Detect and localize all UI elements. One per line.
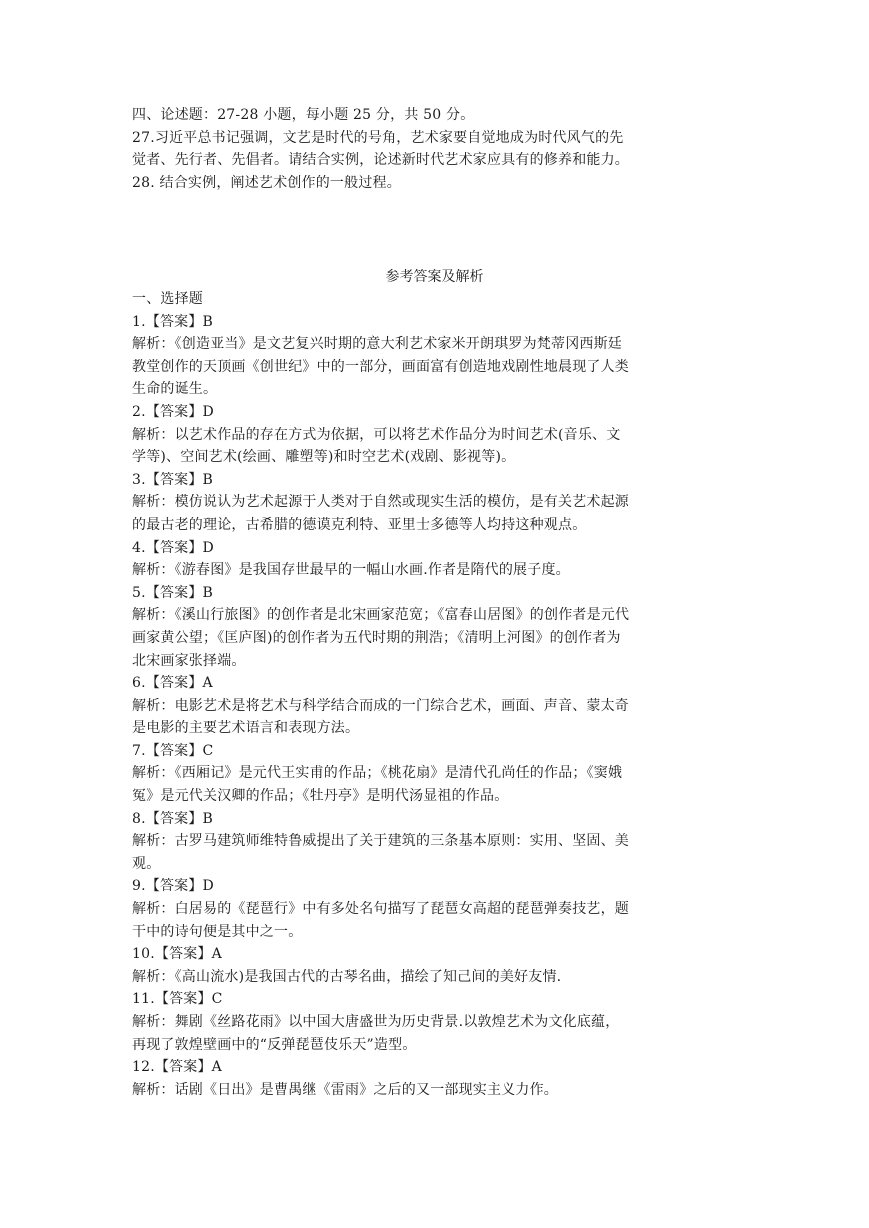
analysis-3-line-2: 的最古老的理论，古希腊的德谟克利特、亚里士多德等人均持这种观点。 bbox=[132, 516, 587, 533]
answers-heading: 参考答案及解析 bbox=[385, 269, 484, 285]
analysis-11-line-2: 再现了敦煌壁画中的“反弹琵琶伎乐天”造型。 bbox=[132, 1036, 417, 1053]
answer-6: 6.【答案】A bbox=[132, 675, 213, 692]
analysis-10-line-1: 解析：《高山流水)是我国古代的古琴名曲，描绘了知己间的美好友情. bbox=[132, 968, 562, 985]
analysis-5-line-2: 画家黄公望；《匡庐图)的创作者为五代时期的荆浩；《清明上河图》的创作者为 bbox=[132, 629, 621, 646]
analysis-8-line-2: 观。 bbox=[132, 855, 161, 872]
analysis-11-line-1: 解析：舞剧《丝路花雨》以中国大唐盛世为历史背景.以敦煌艺术为文化底蕴， bbox=[132, 1014, 620, 1030]
answer-2: 2.【答案】D bbox=[132, 403, 214, 420]
question-27-line-2: 觉者、先行者、先倡者。请结合实例，论述新时代艺术家应具有的修养和能力。 bbox=[132, 152, 629, 169]
answer-12: 12.【答案】A bbox=[132, 1059, 222, 1076]
answer-8: 8.【答案】B bbox=[132, 810, 214, 827]
answer-5: 5.【答案】B bbox=[132, 584, 214, 601]
analysis-12-line-1: 解析：话剧《日出》是曹禺继《雷雨》之后的又一部现实主义力作。 bbox=[132, 1081, 558, 1098]
analysis-9-line-1: 解析：白居易的《琵琶行》中有多处名句描写了琵琶女高超的琵琶弹奏技艺，题 bbox=[132, 901, 629, 918]
essay-section bbox=[132, 104, 744, 194]
answer-7: 7.【答案】C bbox=[132, 742, 214, 759]
analysis-1-line-2: 教堂创作的天顶画《创世纪》中的一部分，画面富有创造地戏剧性地晨现了人类 bbox=[132, 358, 629, 375]
question-27-line-1: 27.习近平总书记强调，文艺是时代的号角，艺术家要自觉地成为时代风气的先 bbox=[132, 129, 624, 146]
answer-1: 1.【答案】B bbox=[132, 313, 214, 330]
analysis-1-line-3: 生命的诞生。 bbox=[132, 381, 218, 398]
analysis-6-line-2: 是电影的主要艺术语言和表现方法。 bbox=[132, 720, 360, 737]
answers-list bbox=[132, 311, 744, 1102]
analysis-8-line-1: 解析：古罗马建筑师维特鲁威提出了关于建筑的三条基本原则：实用、坚固、美 bbox=[132, 833, 629, 850]
analysis-5-line-3: 北宋画家张择端。 bbox=[132, 652, 246, 669]
analysis-7-line-2: 冤》是元代关汉卿的作品；《牡丹亭》是明代汤显祖的作品。 bbox=[132, 788, 509, 805]
answer-10: 10.【答案】A bbox=[132, 946, 222, 963]
section-one-title: 一、选择题 bbox=[132, 291, 203, 307]
answer-11: 11.【答案】C bbox=[132, 991, 223, 1008]
analysis-3-line-1: 解析：模仿说认为艺术起源于人类对于自然或现实生活的模仿，是有关艺术起源 bbox=[132, 494, 629, 511]
answer-4: 4.【答案】D bbox=[132, 539, 214, 556]
analysis-4-line-1: 解析：《游春图》是我国存世最早的一幅山水画.作者是隋代的展子度。 bbox=[132, 562, 570, 579]
analysis-2-line-1: 解析：以艺术作品的存在方式为依据，可以将艺术作品分为时间艺术(音乐、文 bbox=[132, 426, 621, 443]
analysis-7-line-1: 解析：《西厢记》是元代王实甫的作品；《桃花扇》是清代孔尚任的作品；《窦娥 bbox=[132, 765, 623, 782]
answers-section bbox=[132, 288, 744, 1101]
answer-9: 9.【答案】D bbox=[132, 878, 214, 895]
analysis-6-line-1: 解析：电影艺术是将艺术与科学结合而成的一门综合艺术，画面、声音、蒙太奇 bbox=[132, 697, 629, 714]
essay-section-title: 四、论述题：27-28 小题，每小题 25 分，共 50 分。 bbox=[132, 107, 475, 123]
question-28: 28. 结合实例，阐述艺术创作的一般过程。 bbox=[132, 174, 401, 191]
analysis-5-line-1: 解析：《溪山行旅图》的创作者是北宋画家范宽；《富春山居图》的创作者是元代 bbox=[132, 607, 630, 624]
analysis-2-line-2: 学等)、空间艺术(绘画、雕塑等)和时空艺术(戏剧、影视等)。 bbox=[132, 449, 516, 466]
answer-3: 3.【答案】B bbox=[132, 471, 214, 488]
analysis-1-line-1: 解析：《创造亚当》是文艺复兴时期的意大利艺术家米开朗琪罗为梵蒂冈西斯廷 bbox=[132, 336, 622, 353]
analysis-9-line-2: 干中的诗句便是其中之一。 bbox=[132, 923, 303, 940]
